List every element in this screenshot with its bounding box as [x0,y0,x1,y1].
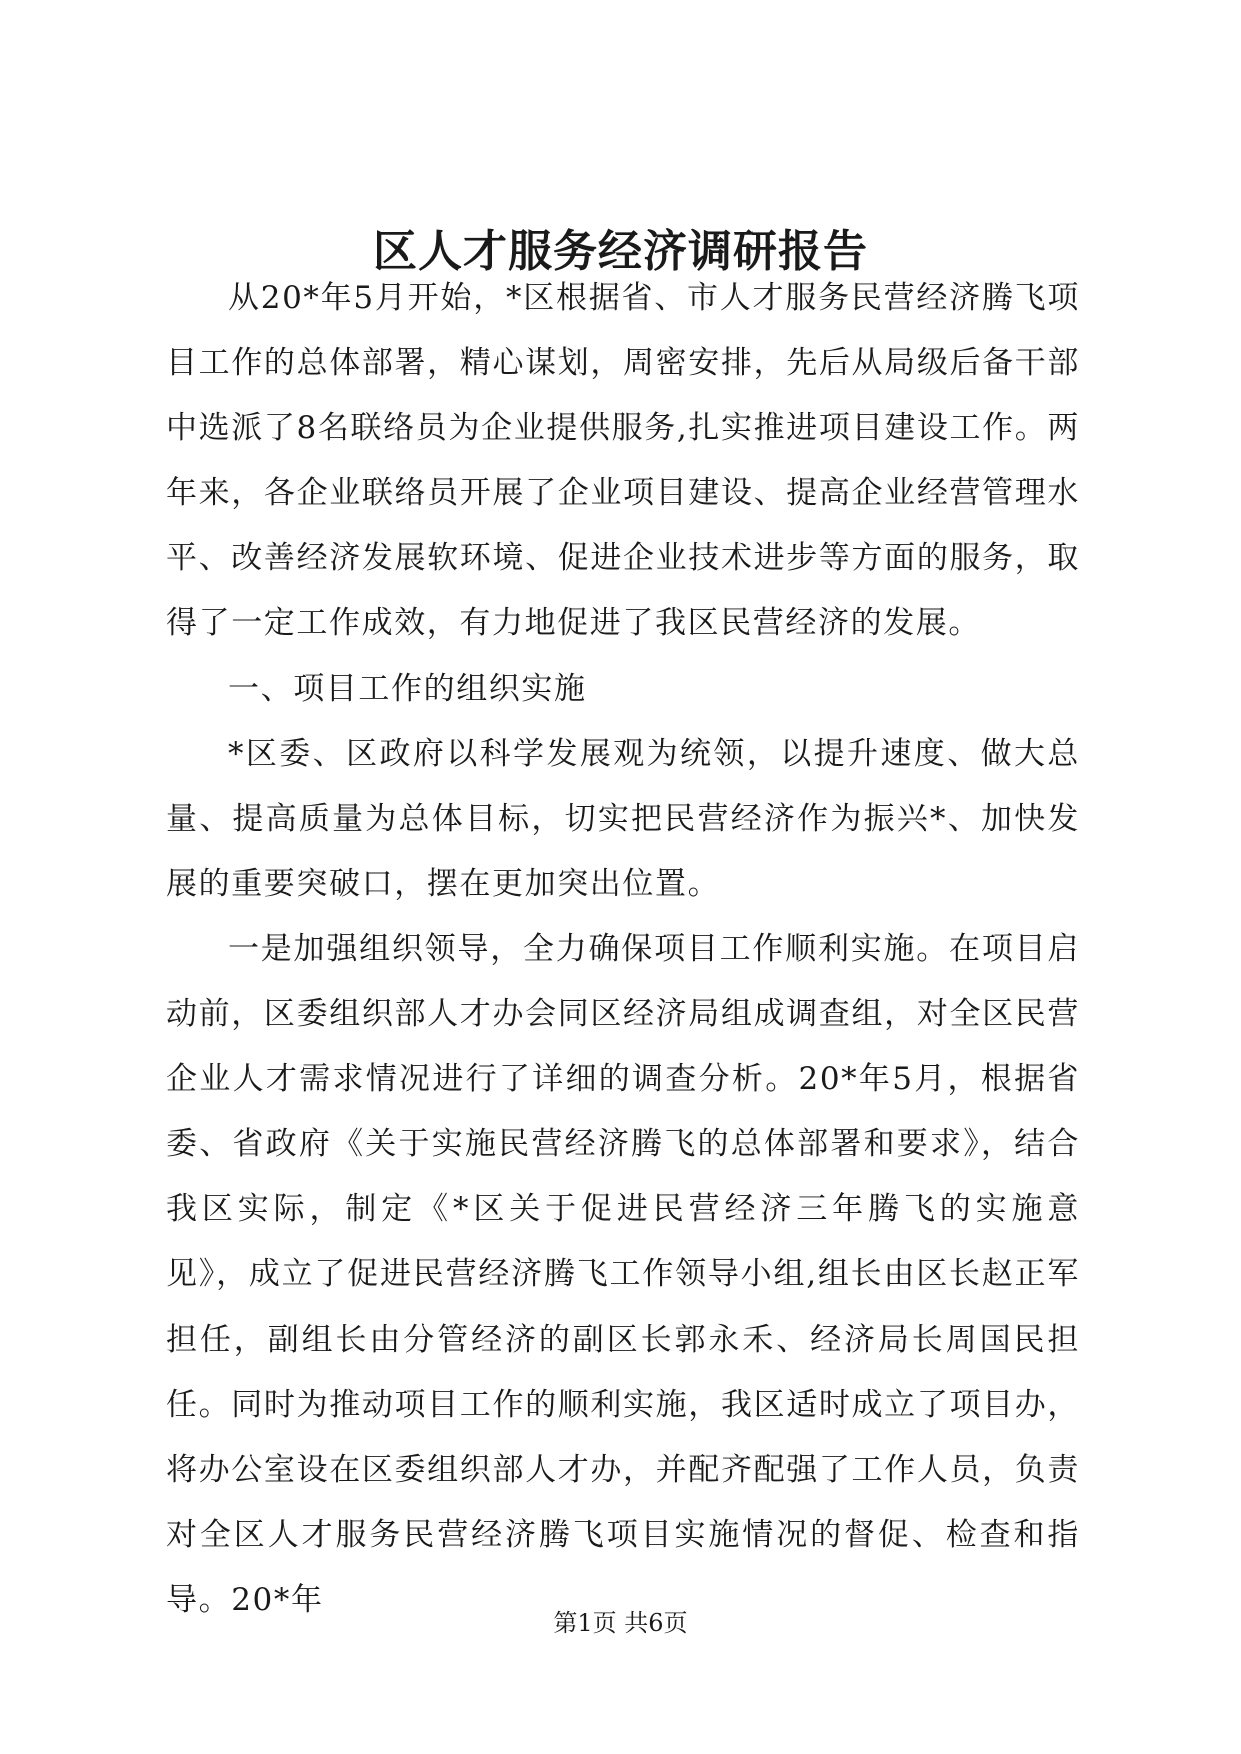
paragraph-overview: *区委、区政府以科学发展观为统领，以提升速度、做大总量、提高质量为总体目标，切实把民营经济作为振兴*、加快发展的重要突破口，摆在更加突出位置。 [166,735,1080,902]
document-title: 区人才服务经济调研报告 [373,226,868,277]
section-heading: 一、项目工作的组织实施 [228,670,587,707]
page-footer: 第1页 共6页 [553,1609,688,1637]
paragraph-organization: 一是加强组织领导，全力确保项目工作顺利实施。在项目启动前，区委组织部人才办会同区经济局组成调查组，对全区民营企业人才需求情况进行了详细的调查分析。20*年5月，根据省委、省政府《关于实施民营经济腾飞的总体部署和要求》，结合我区实际，制定《*区关于促进民营经济三年腾飞的实施意见》，成立了促进民营经济腾飞工作领导小组,组长由区长赵正军担任，副组长由分管经济的副区长郭永禾、经济局长周国民担任。同时为推动项目工作的顺利实施，我区适时成立了项目办，将办公室设在区委组织部人才办，并配齐配强了工作人员，负责对全区人才服务民营经济腾飞项目实施情况的督促、检查和指导。20*年 [166,930,1080,1618]
document-body [166,266,1080,1633]
paragraph-intro: 从20*年5月开始，*区根据省、市人才服务民营经济腾飞项目工作的总体部署，精心谋划，周密安排，先后从局级后备干部中选派了8名联络员为企业提供服务,扎实推进项目建设工作。两年来，各企业联络员开展了企业项目建设、提高企业经营管理水平、改善经济发展软环境、促进企业技术进步等方面的服务，取得了一定工作成效，有力地促进了我区民营经济的发展。 [166,280,1080,642]
